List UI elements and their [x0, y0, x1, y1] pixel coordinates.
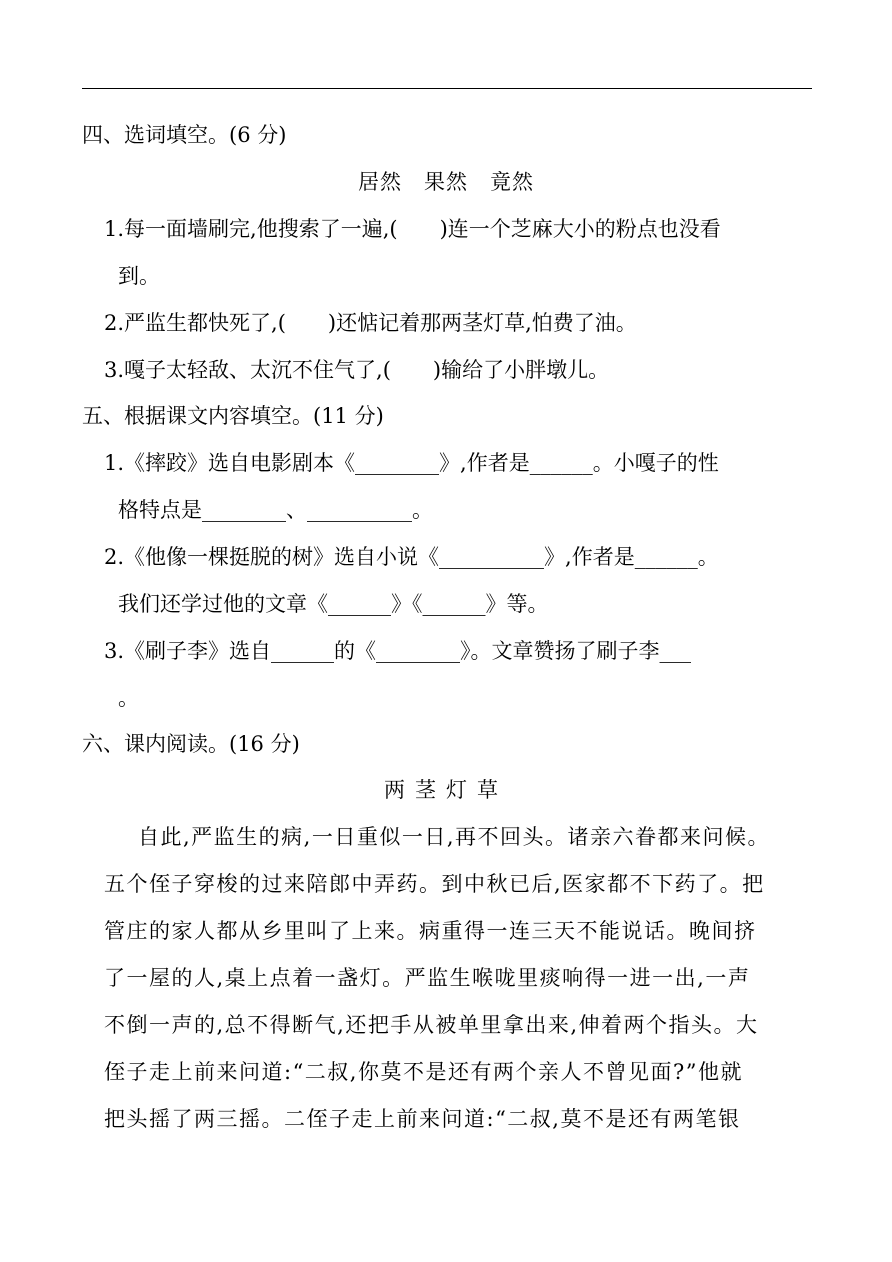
passage-line: 不倒一声的,总不得断气,还把手从被单里拿出来,伸着两个指头。大	[104, 1013, 759, 1037]
passage-line: 管庄的家人都从乡里叫了上来。病重得一连三天不能说话。晚间挤	[104, 919, 757, 943]
section6-heading: 六、课内阅读。(16 分)	[82, 732, 300, 756]
section4-heading: 四、选词填空。(6 分)	[82, 123, 287, 147]
section5-q1-line1: 1.《摔跤》选自电影剧本《________》,作者是______。小嘎子的性	[104, 451, 719, 475]
passage-line: 自此,严监生的病,一日重似一日,再不回头。诸亲六眷都来问候。	[138, 825, 771, 849]
section4-q2: 2.严监生都快死了,( )还惦记着那两茎灯草,怕费了油。	[104, 311, 637, 335]
section4-q1-line1: 1.每一面墙刷完,他搜索了一遍,( )连一个芝麻大小的粉点也没看	[104, 217, 721, 241]
passage-line: 把头摇了两三摇。二侄子走上前来问道:“二叔,莫不是还有两笔银	[104, 1107, 741, 1131]
section5-q2-line2: 我们还学过他的文章《______》《______》等。	[118, 592, 549, 616]
passage-title: 两茎灯草	[384, 778, 508, 802]
section5-q1-line2: 格特点是________、__________。	[118, 498, 433, 522]
section4-q3: 3.嘎子太轻敌、太沉不住气了,( )输给了小胖墩儿。	[104, 358, 610, 382]
passage-line: 了一屋的人,桌上点着一盏灯。严监生喉咙里痰响得一进一出,一声	[104, 966, 751, 990]
section4-q1-line2: 到。	[118, 264, 160, 288]
word-choices: 居然 果然 竟然	[358, 170, 534, 194]
section5-heading: 五、根据课文内容填空。(11 分)	[82, 404, 384, 428]
section5-q2-line1: 2.《他像一棵挺脱的树》选自小说《__________》,作者是______。	[104, 545, 719, 569]
section5-q3-line2: 。	[118, 686, 139, 710]
section5-q3-line1: 3.《刷子李》选自______的《________》。文章赞扬了刷子李___	[104, 639, 692, 663]
passage-line: 五个侄子穿梭的过来陪郎中弄药。到中秋已后,医家都不下药了。把	[104, 872, 765, 896]
passage-line: 侄子走上前来问道:“二叔,你莫不是还有两个亲人不曾见面?”他就	[104, 1060, 743, 1084]
top-rule	[82, 88, 812, 89]
